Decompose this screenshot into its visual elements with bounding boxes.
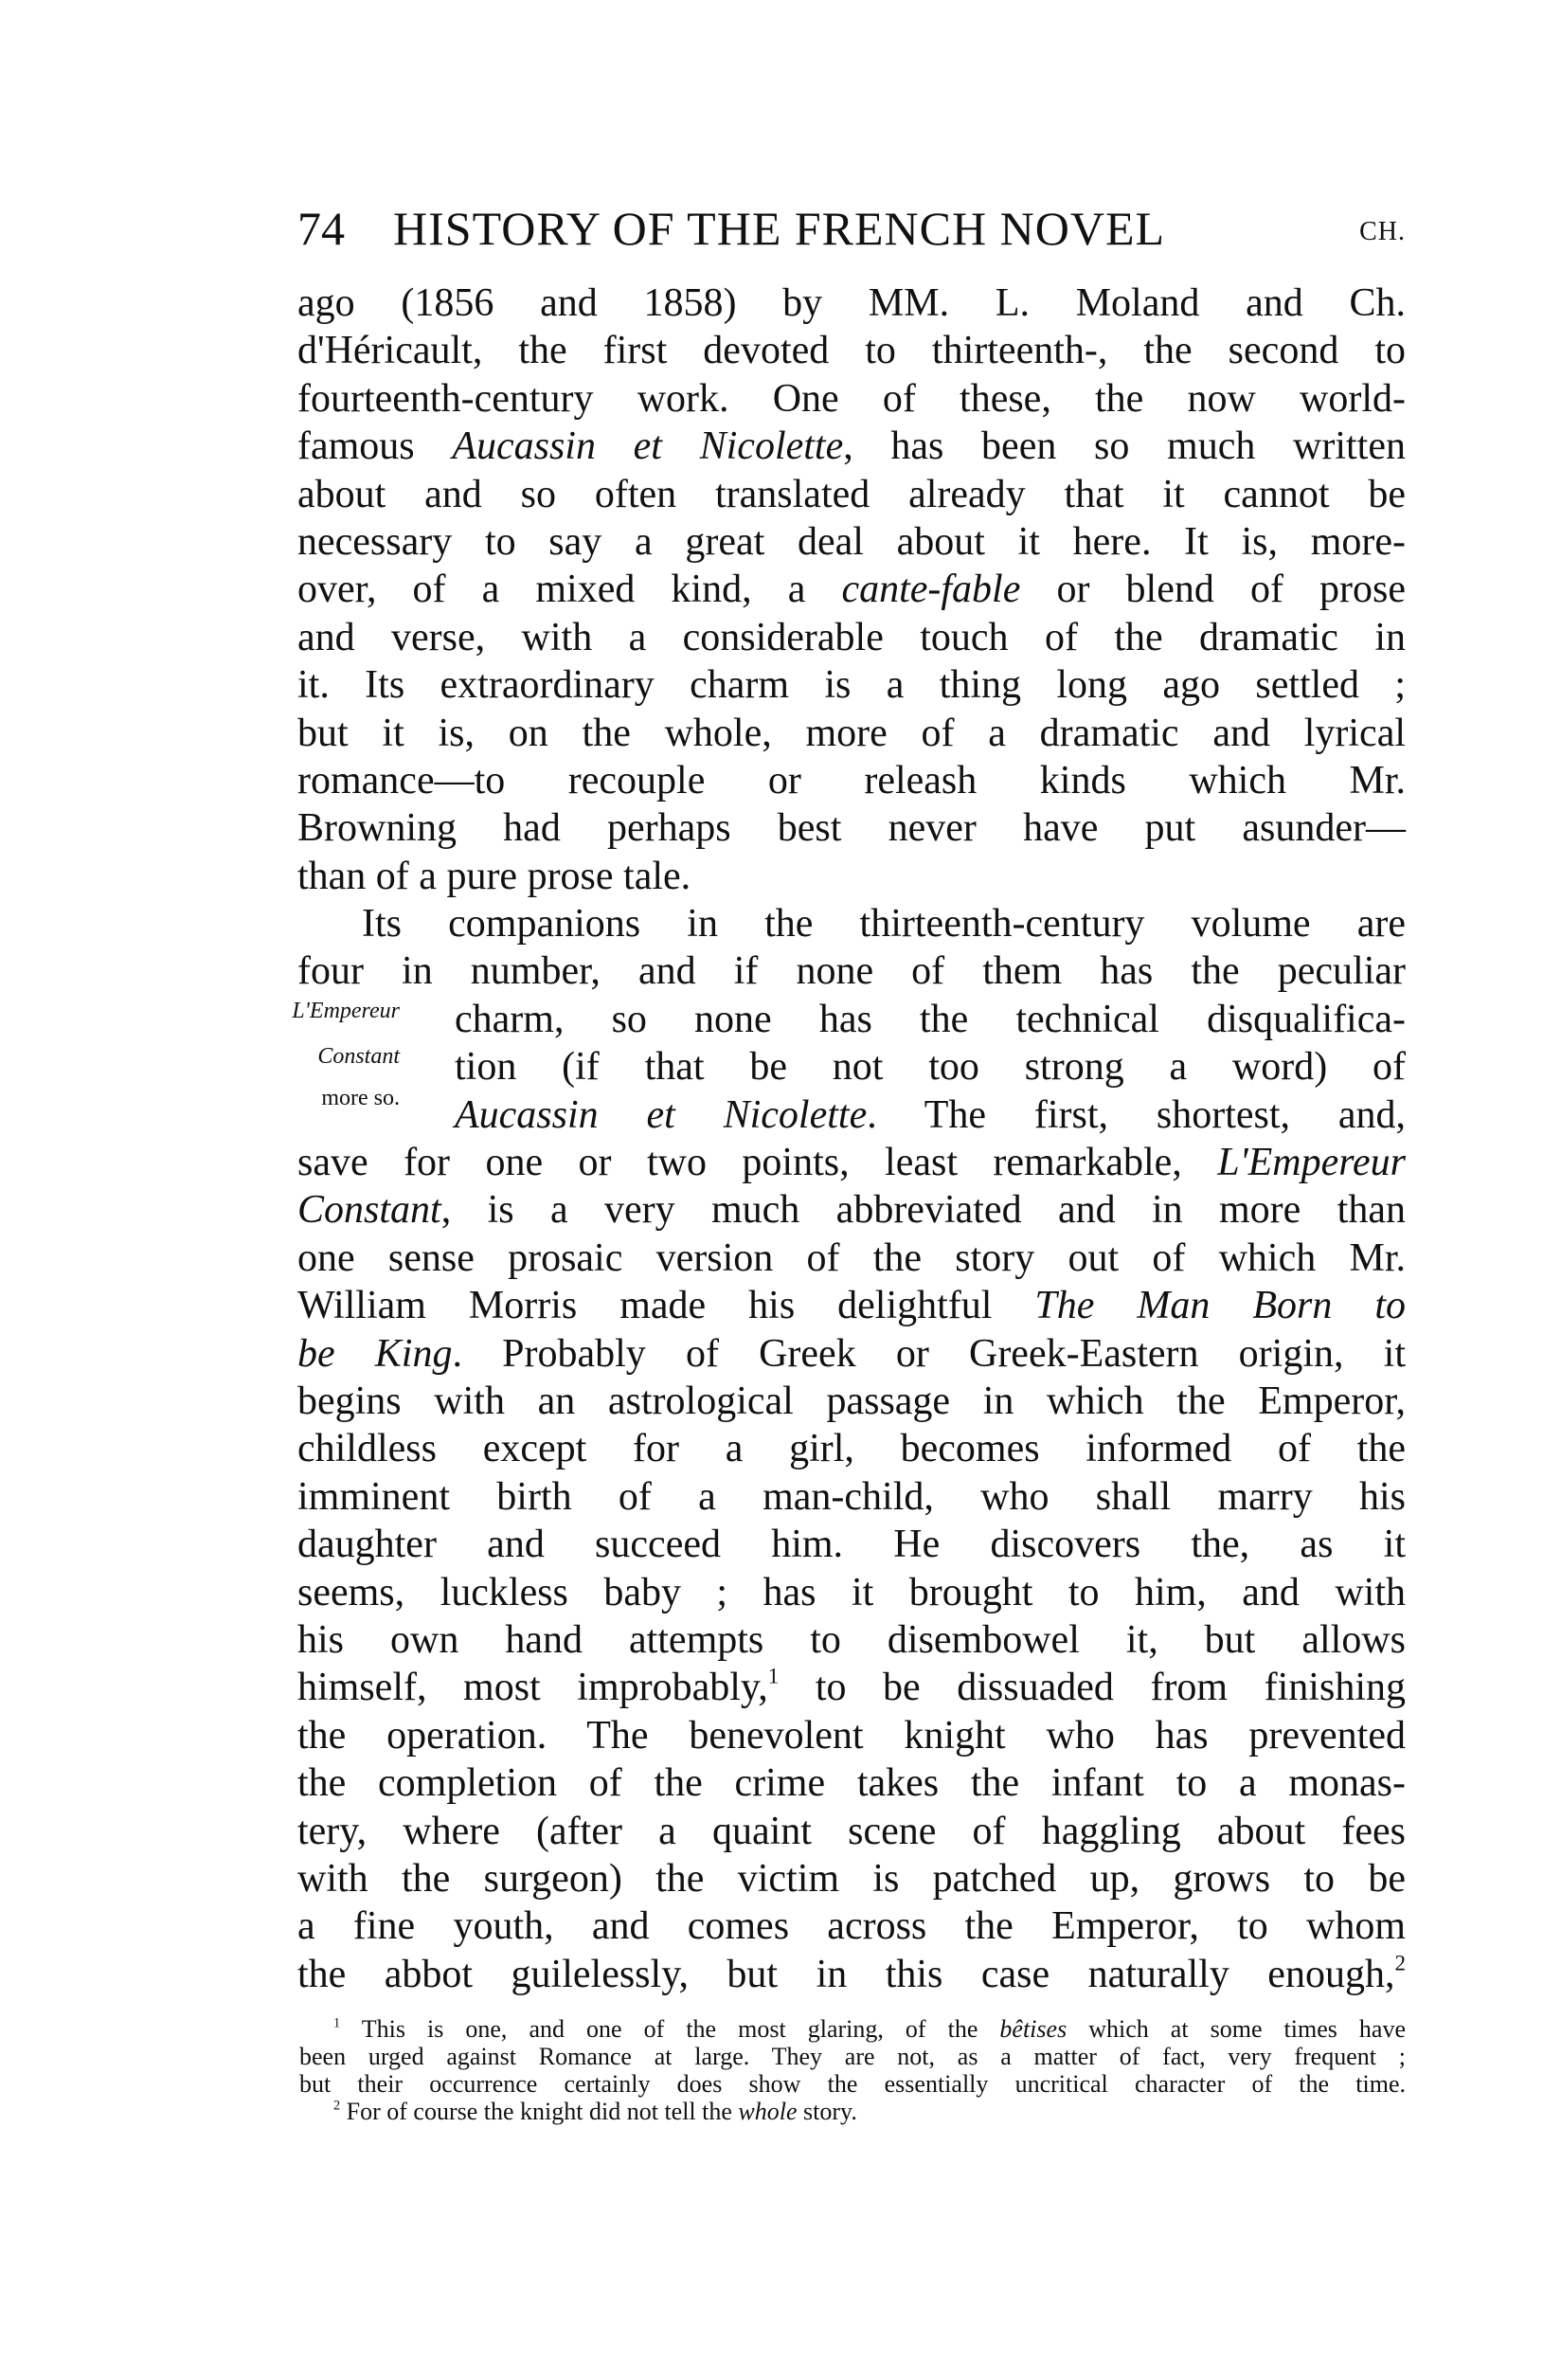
text-segment: four in number, and if none of them has the peculiar [297, 949, 1406, 994]
text-line [297, 853, 1406, 900]
text-segment: the abbot guilelessly, but in this case naturally enough, [297, 1952, 1395, 1996]
text-segment: the completion of the crime takes the infant to a monas- [297, 1761, 1406, 1806]
text-segment: over, of a mixed kind, a [297, 568, 842, 612]
italic-text: Aucassin et Nicolette [452, 424, 844, 469]
text-segment: For of course the knight did not tell the [340, 2098, 739, 2125]
text-segment: begins with an astrological passage in which the Emperor, [297, 1379, 1406, 1423]
text-line [297, 1712, 1406, 1759]
text-segment: tion (if that be not too strong a word) of [455, 1045, 1406, 1090]
text-line [297, 947, 1406, 995]
footnote-ref: 2 [1394, 1950, 1406, 1975]
italic-text: Aucassin et Nicolette [455, 1092, 868, 1137]
text-line [297, 1473, 1406, 1521]
margin-note-line: L'Empereur [292, 999, 400, 1023]
text-line [297, 1759, 1406, 1807]
text-line [297, 1139, 1406, 1186]
text-line [297, 471, 1406, 518]
text-segment: seems, luckless baby ; has it brought to him, and with [297, 1570, 1406, 1614]
text-segment: or blend of prose [1020, 568, 1406, 612]
text-segment: about and so often translated already that it cannot be [297, 472, 1406, 516]
footnote-ref: 1 [333, 2015, 341, 2031]
text-line [297, 661, 1406, 709]
text-segment: d'Héricault, the first devoted to thirteenth-, the second to [297, 329, 1406, 373]
page-number: 74 [297, 202, 345, 255]
text-line [297, 1425, 1406, 1472]
text-segment: a fine youth, and comes across the Emperor, to whom [297, 1904, 1406, 1949]
running-title: HISTORY OF THE FRENCH NOVEL [393, 202, 1166, 255]
footnote-ref: 2 [333, 2098, 341, 2114]
footnotes [299, 2015, 1406, 2125]
text-segment: , is a very much abbreviated and in more than [440, 1188, 1406, 1233]
italic-text: Constant [297, 1188, 441, 1233]
text-segment: it. Its extraordinary charm is a thing long ago settled ; [297, 663, 1406, 708]
text-line [297, 1521, 1406, 1568]
text-line [297, 1235, 1406, 1282]
text-line [455, 996, 1406, 1043]
footnote-line [299, 2043, 1406, 2070]
text-segment: charm, so none has the technical disqualifica- [455, 997, 1406, 1041]
text-line [297, 518, 1406, 566]
italic-text: be King [297, 1331, 453, 1376]
text-segment: ago (1856 and 1858) by MM. L. Moland and Ch. [297, 281, 1406, 325]
text-segment: Browning had perhaps best never have put asunder— [297, 806, 1406, 851]
footnote-line [299, 2015, 1406, 2043]
text-line [297, 1951, 1406, 1998]
text-segment: famous [297, 424, 453, 469]
footnote-line [299, 2098, 1406, 2125]
text-segment: with the surgeon) the victim is patched up, grows to be [297, 1856, 1406, 1901]
text-segment: but it is, on the whole, more of a dramatic and lyrical [297, 711, 1406, 755]
text-segment: fourteenth-century work. One of these, the now world- [297, 376, 1406, 421]
text-line [297, 1186, 1406, 1234]
text-line [297, 1282, 1406, 1329]
italic-text: bêtises [999, 2015, 1068, 2043]
footnote-line [299, 2070, 1406, 2098]
text-segment: story. [797, 2098, 857, 2125]
text-line [297, 1330, 1406, 1378]
text-segment: imminent birth of a man-child, who shall marry his [297, 1474, 1406, 1519]
text-segment: but their occurrence certainly does show the essentially uncritical character of the time. [299, 2070, 1406, 2098]
text-segment: . The first, shortest, and, [867, 1092, 1406, 1137]
text-segment: , has been so much written [843, 424, 1406, 469]
italic-text: whole [738, 2098, 798, 2125]
text-segment: one sense prosaic version of the story out of which Mr. [297, 1235, 1406, 1280]
text-line [297, 1378, 1406, 1425]
text-segment: and verse, with a considerable touch of the dramatic in [297, 615, 1406, 659]
chapter-mark: CH. [1359, 217, 1406, 246]
text-line [297, 1902, 1406, 1950]
text-segment: save for one or two points, least remarkable, [297, 1141, 1218, 1185]
text-segment: William Morris made his delightful [297, 1284, 1035, 1328]
text-segment: which at some times have [1067, 2015, 1406, 2043]
text-segment: to be dissuaded from finishing [779, 1666, 1406, 1710]
text-line [297, 375, 1406, 423]
text-line [297, 1855, 1406, 1902]
text-segment: Its companions in the thirteenth-century volume are [362, 902, 1406, 947]
footnote-ref: 1 [767, 1664, 780, 1689]
text-line [297, 423, 1406, 470]
text-segment: the operation. The benevolent knight who has prevented [297, 1713, 1406, 1758]
text-segment: tery, where (after a quaint scene of haggling about fees [297, 1809, 1406, 1853]
margin-note-line: Constant [317, 1044, 400, 1069]
text-line [297, 279, 1406, 327]
italic-text: The Man Born to [1034, 1284, 1407, 1328]
text-segment: himself, most improbably, [297, 1666, 768, 1710]
body-text [297, 279, 1406, 1998]
italic-text: cante-fable [841, 568, 1021, 612]
text-line [297, 804, 1406, 852]
text-segment: daughter and succeed him. He discovers the, as it [297, 1523, 1406, 1567]
text-segment: been urged against Romance at large. They are not, as a matter of fact, very frequent ; [299, 2043, 1406, 2070]
text-segment: This is one, and one of the most glaring, of the [340, 2015, 1000, 2043]
text-line [297, 1808, 1406, 1855]
text-segment: than of a pure prose tale. [297, 854, 691, 898]
text-segment: necessary to say a great deal about it here. It is, more- [297, 519, 1406, 564]
text-line [297, 757, 1406, 804]
text-segment: romance—to recouple or releash kinds which Mr. [297, 758, 1406, 802]
italic-text: L'Empereur [1217, 1141, 1406, 1185]
running-header [297, 200, 1406, 257]
text-line [297, 1616, 1406, 1664]
text-line [297, 710, 1406, 757]
text-line [297, 1664, 1406, 1711]
text-line [297, 566, 1406, 613]
text-line [297, 1569, 1406, 1616]
text-line [455, 1043, 1406, 1091]
margin-note-line: more so. [321, 1086, 400, 1110]
text-segment: his own hand attempts to disembowel it, but allows [297, 1617, 1406, 1662]
text-line [297, 327, 1406, 374]
text-line [297, 900, 1406, 947]
text-segment: childless except for a girl, becomes informed of the [297, 1427, 1406, 1471]
text-line [455, 1091, 1406, 1139]
text-segment: . Probably of Greek or Greek-Eastern origin, it [452, 1331, 1406, 1376]
text-line [297, 614, 1406, 661]
